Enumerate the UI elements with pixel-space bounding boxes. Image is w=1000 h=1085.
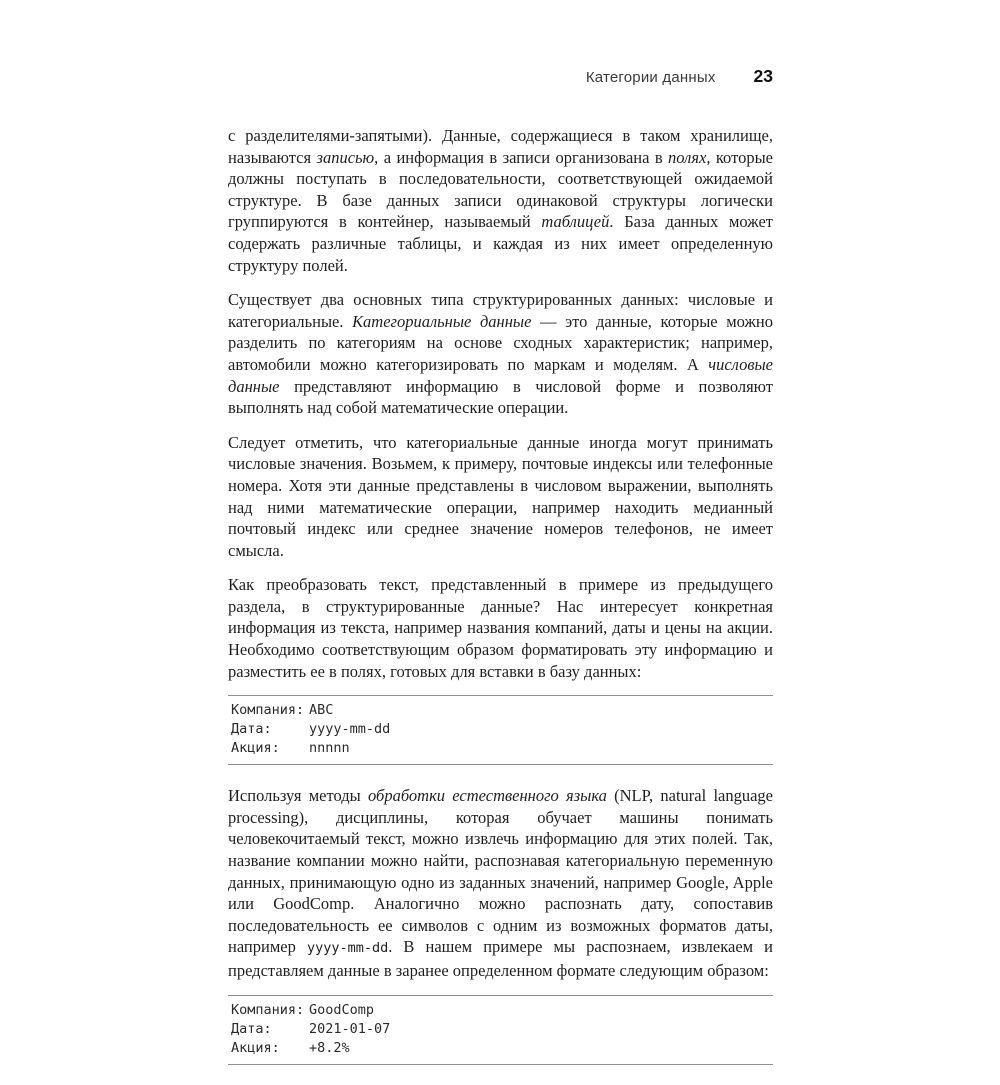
- text-run: . База данных может содержать различные таблицы, и каждая из них имеет определенную структуру полей.: [228, 212, 773, 275]
- text-run: — это данные, которые можно разделить по категориям на основе сходных характеристик; например, автомобили можно категоризировать по маркам и моделям. А: [228, 311, 773, 374]
- field-value: nnnnn: [309, 740, 350, 757]
- text-run: представляют информацию в числовой форме и позволяют выполнять над собой математические операции.: [228, 376, 773, 418]
- field-value: +8.2%: [309, 1039, 350, 1056]
- text-run: Используя методы: [228, 786, 368, 806]
- italic-term: полях: [668, 147, 707, 167]
- paragraph-databases: [228, 125, 773, 276]
- inline-code: yyyy-mm-dd: [306, 940, 389, 957]
- text-run: Существует два основных типа структурированных данных: числовые и категориальные.: [228, 290, 773, 331]
- italic-term: числовые данные: [228, 354, 773, 396]
- field-label: Акция:: [231, 1039, 280, 1056]
- italic-term: записью: [316, 147, 375, 167]
- page-content: [228, 66, 773, 1085]
- italic-term: обработки естественного языка: [368, 786, 607, 806]
- field-label: Дата:: [231, 1020, 272, 1037]
- field-label: Компания:: [231, 702, 305, 719]
- italic-term: таблицей: [541, 212, 610, 232]
- paragraph-data-types: [228, 289, 773, 419]
- paragraph-categorical-note: [228, 432, 773, 562]
- text-run: (NLP, natural language processing), дисциплины, которая обучает машины понимать человекочитаемый текст, можно извлечь информацию для этих полей. Так, название компании можно найти, распознавая категориальную переменную данных, принимающую одно из заданных значений, например Google, Apple или GoodComp. Аналогично можно распознать дату, сопоставив последовательность ее символов с одним из возможных форматов даты, например: [228, 786, 773, 957]
- page-body: [228, 125, 773, 1065]
- field-label: Дата:: [231, 721, 272, 738]
- italic-term: Категориальные данные: [352, 311, 532, 331]
- record-template-block: [228, 695, 773, 765]
- page-number: 23: [753, 66, 773, 86]
- field-value: yyyy-mm-dd: [309, 721, 391, 738]
- field-label: Компания:: [231, 1001, 305, 1018]
- text-run: , а информация в записи организована в: [374, 147, 669, 167]
- record-extracted-block: [228, 995, 773, 1065]
- running-header: [228, 66, 773, 87]
- record-row: [231, 701, 773, 720]
- text-run: . В нашем примере мы распознаем, извлекаем и представляем данные в заранее определенном формате следующим образом:: [228, 937, 773, 980]
- field-value: 2021-01-07: [309, 1020, 391, 1037]
- field-value: ABC: [309, 702, 334, 719]
- text-run: , которые должны поступать в последовательности, соответствующей ожидаемой структуре. В базе данных записи одинаковой структуры логически группируются в контейнер, называемый: [228, 147, 773, 232]
- chapter-title: Категории данных: [585, 69, 716, 86]
- record-row: [231, 739, 773, 758]
- field-label: Акция:: [231, 740, 280, 757]
- field-value: GoodComp: [309, 1001, 375, 1018]
- record-row: [231, 1001, 773, 1020]
- paragraph-text-to-structured: [228, 574, 773, 682]
- record-row: [231, 1020, 773, 1039]
- text-run: с разделителями-запятыми). Данные, содержащиеся в таком хранилище, называются: [228, 126, 773, 167]
- record-row: [231, 1039, 773, 1058]
- record-row: [231, 720, 773, 739]
- text-run: Следует отметить, что категориальные данные иногда могут принимать числовые значения. Возьмем, к примеру, почтовые индексы или телефонные номера. Хотя эти данные представлены в числовом выражении, выполнять над ними математические операции, например находить медианный почтовый индекс или среднее значение номеров телефонов, не имеет смысла.: [228, 432, 773, 560]
- paragraph-nlp: [228, 785, 773, 981]
- text-run: Как преобразовать текст, представленный в примере из предыдущего раздела, в структурированные данные? Нас интересует конкретная информация из текста, например названия компаний, даты и цены на акции. Необходимо соответствующим образом форматировать эту информацию и разместить ее в полях, готовых для вставки в базу данных:: [228, 575, 773, 681]
